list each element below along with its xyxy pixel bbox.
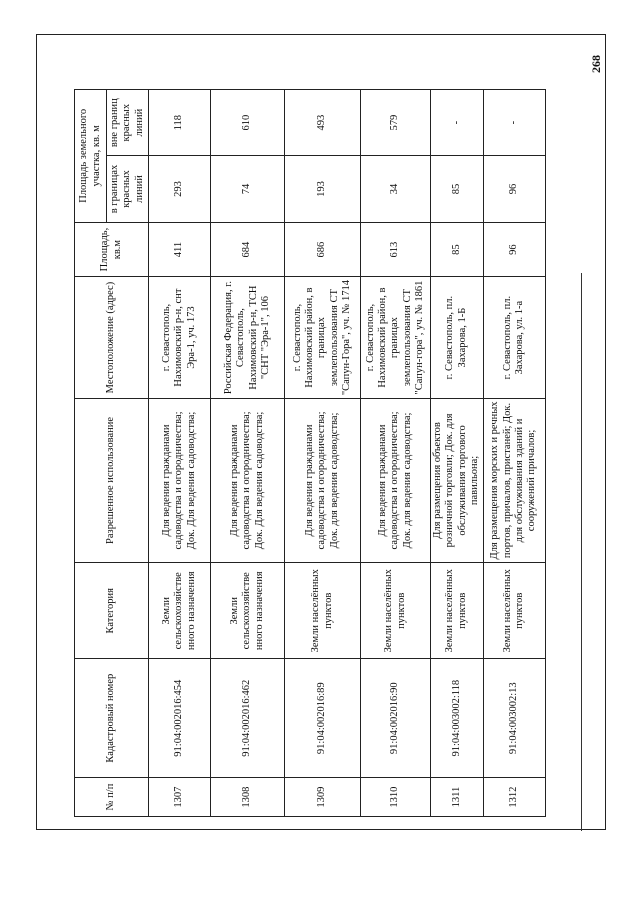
cell-num: 1307 <box>149 778 211 817</box>
cell-category: Земли сельскохозяйстве нного назначения <box>211 563 285 659</box>
cell-category: Земли населённых пунктов <box>483 563 545 659</box>
header-use: Разрешенное использование <box>75 398 149 563</box>
header-num: № п/п <box>75 778 149 817</box>
cell-num: 1312 <box>483 778 545 817</box>
cell-outside: - <box>431 90 484 156</box>
cell-address: г. Севастополь, пл. Захарова, 1-Б <box>431 277 484 398</box>
cell-use: Для ведения гражданами садоводства и огородничества; Док. для ведения садоводства; <box>285 398 361 563</box>
cell-area: 96 <box>483 222 545 277</box>
cell-outside: - <box>483 90 545 156</box>
header-land-area: Площадь земельного участка, кв. м <box>75 90 107 223</box>
cell-outside: 610 <box>211 90 285 156</box>
cell-category: Земли населённых пунктов <box>285 563 361 659</box>
cell-cadastral: 91:04:002016:90 <box>361 659 431 778</box>
cell-inside: 74 <box>211 156 285 222</box>
cell-area: 684 <box>211 222 285 277</box>
cell-inside: 34 <box>361 156 431 222</box>
table-row <box>285 90 361 817</box>
header-inside: в границах красных линий <box>107 156 149 222</box>
cell-area: 686 <box>285 222 361 277</box>
cell-inside: 293 <box>149 156 211 222</box>
cell-area: 613 <box>361 222 431 277</box>
cell-outside: 579 <box>361 90 431 156</box>
cell-area: 411 <box>149 222 211 277</box>
cell-category: Земли сельскохозяйстве нного назначения <box>149 563 211 659</box>
header-cadastral: Кадастровый номер <box>75 659 149 778</box>
cell-num: 1309 <box>285 778 361 817</box>
header-outside: вне границ красных линий <box>107 90 149 156</box>
cell-address: г. Севастополь, пл. Захарова, ул. 1-а <box>483 277 545 398</box>
cell-cadastral: 91:04:003002:118 <box>431 659 484 778</box>
cell-category: Земли населённых пунктов <box>361 563 431 659</box>
cell-outside: 493 <box>285 90 361 156</box>
cell-inside: 96 <box>483 156 545 222</box>
cell-address: г. Севастополь, Нахимовский район, в границах землепользования СТ "Сапун-Гора", уч. № 1714 <box>285 277 361 398</box>
page-number: 268 <box>589 55 603 73</box>
header-category: Категория <box>75 563 149 659</box>
footer-rule <box>581 273 582 831</box>
cell-use: Для ведения гражданами садоводства и огородничества; Док. для ведения садоводства; <box>361 398 431 563</box>
header-area: Площадь, кв.м <box>75 222 149 277</box>
page-frame <box>36 34 606 830</box>
cell-num: 1311 <box>431 778 484 817</box>
cell-num: 1308 <box>211 778 285 817</box>
cell-outside: 118 <box>149 90 211 156</box>
cell-use: Для размещения объектов розничной торговли; Док. для обслуживания торгового павильона; <box>431 398 484 563</box>
cell-inside: 193 <box>285 156 361 222</box>
cell-cadastral: 91:04:002016:89 <box>285 659 361 778</box>
cell-address: Российская Федерация, г. Севастополь, Нахимовский р-н, ТСН "СНТ "Эра-1", 106 <box>211 277 285 398</box>
cell-address: г. Севастополь, Нахимовский р-н, снт Эра-1, уч. 173 <box>149 277 211 398</box>
cell-address: г. Севастополь, Нахимовский район, в границах землепользования СТ "Сапун-гора", уч. № 1861 <box>361 277 431 398</box>
table-row <box>431 90 484 817</box>
cell-category: Земли населённых пунктов <box>431 563 484 659</box>
table-row <box>361 90 431 817</box>
cell-use: Для ведения гражданами садоводства и огородничества; Док. Для ведения садоводства; <box>211 398 285 563</box>
cell-cadastral: 91:04:002016:462 <box>211 659 285 778</box>
cell-cadastral: 91:04:002016:454 <box>149 659 211 778</box>
cell-use: Для размещения морских и речных портов, причалов, пристаней; Док. для обслуживания зданий и сооружений причалов; <box>483 398 545 563</box>
cell-inside: 85 <box>431 156 484 222</box>
cell-num: 1310 <box>361 778 431 817</box>
table-row <box>149 90 211 817</box>
table-row <box>483 90 545 817</box>
header-address: Местоположение (адрес) <box>75 277 149 398</box>
cell-use: Для ведения гражданами садоводства и огородничества; Док. Для ведения садоводства; <box>149 398 211 563</box>
cell-area: 85 <box>431 222 484 277</box>
land-plots-table <box>74 89 546 817</box>
table-row <box>211 90 285 817</box>
rotated-page <box>37 35 607 831</box>
cell-cadastral: 91:04:003002:13 <box>483 659 545 778</box>
